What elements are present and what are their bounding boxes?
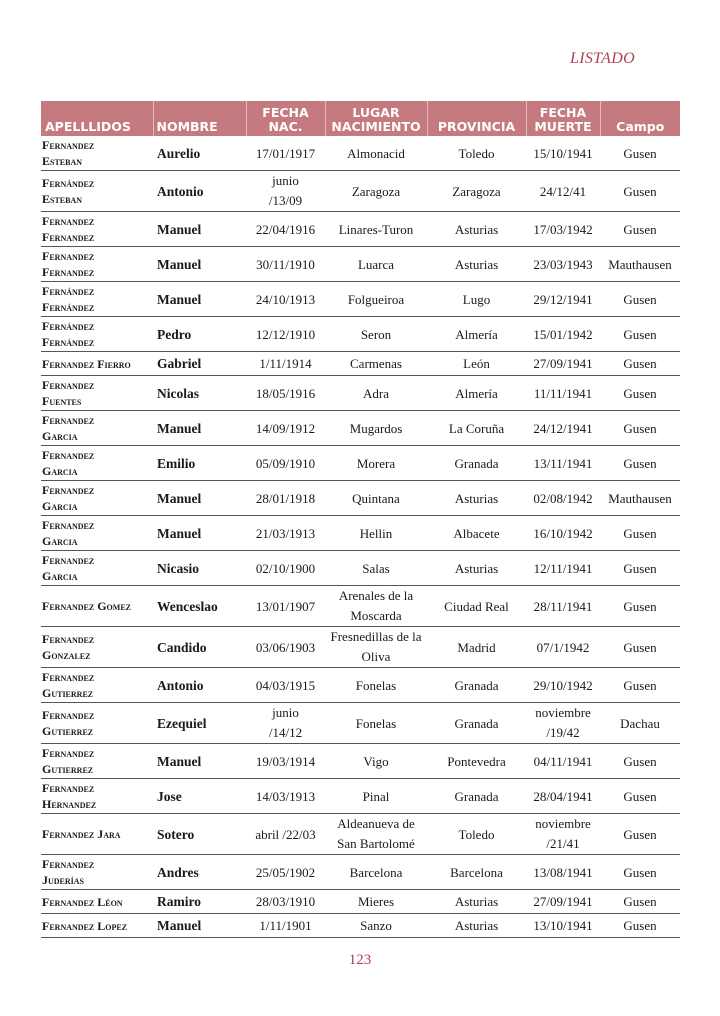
cell-campo: Gusen [600, 212, 680, 247]
cell-fecha-muerte: 17/03/1942 [526, 212, 600, 247]
cell-fecha-nac: 28/03/1910 [246, 890, 325, 914]
column-header-apellidos: APELLLIDOS [41, 101, 153, 136]
cell-nombre: Wenceslao [153, 586, 246, 627]
cell-apellidos: Fernandez Gonzalez [41, 627, 153, 668]
cell-fecha-muerte: 04/11/1941 [526, 744, 600, 779]
cell-lugar: Sanzo [325, 914, 427, 938]
cell-nombre: Pedro [153, 317, 246, 352]
cell-nombre: Emilio [153, 446, 246, 481]
cell-nombre: Manuel [153, 516, 246, 551]
cell-lugar: Aldeanueva de San Bartolomé [325, 814, 427, 855]
cell-fecha-muerte: 12/11/1941 [526, 551, 600, 586]
cell-fecha-nac: junio /13/09 [246, 171, 325, 212]
cell-fecha-muerte: 23/03/1943 [526, 247, 600, 282]
cell-fecha-nac: 13/01/1907 [246, 586, 325, 627]
cell-nombre: Candido [153, 627, 246, 668]
cell-apellidos: Fernandez Gutierrez [41, 744, 153, 779]
cell-provincia: Pontevedra [427, 744, 526, 779]
table-row [41, 586, 680, 627]
running-title: LISTADO [570, 50, 635, 67]
cell-apellidos: Fernandez Esteban [41, 136, 153, 171]
cell-lugar: Adra [325, 376, 427, 411]
cell-apellidos: Fernandez Fuentes [41, 376, 153, 411]
table-header-row [41, 101, 680, 136]
cell-apellidos: Fernandez Léon [41, 890, 153, 914]
table-row [41, 914, 680, 938]
cell-fecha-muerte: 07/1/1942 [526, 627, 600, 668]
table-row [41, 481, 680, 516]
cell-apellidos: Fernandez Gomez [41, 586, 153, 627]
table-row [41, 668, 680, 703]
cell-fecha-nac: 30/11/1910 [246, 247, 325, 282]
cell-campo: Gusen [600, 376, 680, 411]
cell-fecha-muerte: 28/04/1941 [526, 779, 600, 814]
cell-fecha-muerte: 13/11/1941 [526, 446, 600, 481]
cell-nombre: Manuel [153, 411, 246, 446]
cell-provincia: Ciudad Real [427, 586, 526, 627]
cell-nombre: Jose [153, 779, 246, 814]
cell-lugar: Vigo [325, 744, 427, 779]
cell-lugar: Zaragoza [325, 171, 427, 212]
cell-lugar: Fonelas [325, 668, 427, 703]
cell-campo: Mauthausen [600, 481, 680, 516]
cell-campo: Gusen [600, 516, 680, 551]
table-row [41, 282, 680, 317]
cell-provincia: La Coruña [427, 411, 526, 446]
table-row [41, 744, 680, 779]
cell-nombre: Manuel [153, 247, 246, 282]
cell-apellidos: Fernandez Fierro [41, 352, 153, 376]
cell-apellidos: Fernandez Garcia [41, 516, 153, 551]
cell-apellidos: Fernandez Gutierrez [41, 668, 153, 703]
cell-provincia: Asturias [427, 890, 526, 914]
table-row [41, 890, 680, 914]
cell-apellidos: Fernández Esteban [41, 171, 153, 212]
cell-nombre: Antonio [153, 171, 246, 212]
cell-nombre: Ezequiel [153, 703, 246, 744]
column-header-lugar-nacimiento: LUGAR NACIMIENTO [325, 101, 427, 136]
cell-lugar: Salas [325, 551, 427, 586]
cell-fecha-muerte: 16/10/1942 [526, 516, 600, 551]
cell-nombre: Antonio [153, 668, 246, 703]
cell-fecha-nac: 18/05/1916 [246, 376, 325, 411]
table-row [41, 516, 680, 551]
cell-apellidos: Fernández Fernández [41, 317, 153, 352]
cell-nombre: Manuel [153, 212, 246, 247]
table-row [41, 317, 680, 352]
table-row [41, 411, 680, 446]
cell-campo: Gusen [600, 352, 680, 376]
cell-lugar: Fresnedillas de la Oliva [325, 627, 427, 668]
cell-fecha-muerte: 29/12/1941 [526, 282, 600, 317]
cell-provincia: Granada [427, 446, 526, 481]
cell-fecha-muerte: 27/09/1941 [526, 890, 600, 914]
cell-campo: Gusen [600, 855, 680, 890]
table-row [41, 352, 680, 376]
cell-fecha-nac: 12/12/1910 [246, 317, 325, 352]
cell-fecha-nac: 04/03/1915 [246, 668, 325, 703]
cell-lugar: Pinal [325, 779, 427, 814]
cell-apellidos: Fernandez Garcia [41, 551, 153, 586]
cell-apellidos: Fernandez Garcia [41, 481, 153, 516]
cell-nombre: Ramiro [153, 890, 246, 914]
cell-fecha-nac: 1/11/1901 [246, 914, 325, 938]
cell-provincia: Granada [427, 668, 526, 703]
cell-campo: Gusen [600, 317, 680, 352]
cell-lugar: Fonelas [325, 703, 427, 744]
cell-lugar: Luarca [325, 247, 427, 282]
cell-campo: Gusen [600, 890, 680, 914]
cell-provincia: Zaragoza [427, 171, 526, 212]
table-row [41, 551, 680, 586]
table-row [41, 703, 680, 744]
cell-fecha-nac: 21/03/1913 [246, 516, 325, 551]
cell-nombre: Manuel [153, 744, 246, 779]
cell-fecha-muerte: 15/10/1941 [526, 136, 600, 171]
table-row [41, 446, 680, 481]
table-row [41, 814, 680, 855]
cell-provincia: Granada [427, 703, 526, 744]
cell-fecha-muerte: 29/10/1942 [526, 668, 600, 703]
cell-fecha-muerte: 24/12/41 [526, 171, 600, 212]
table-row [41, 855, 680, 890]
cell-fecha-nac: 1/11/1914 [246, 352, 325, 376]
cell-campo: Gusen [600, 779, 680, 814]
cell-nombre: Nicasio [153, 551, 246, 586]
table-row [41, 171, 680, 212]
column-header-nombre: NOMBRE [153, 101, 246, 136]
cell-provincia: Granada [427, 779, 526, 814]
cell-nombre: Manuel [153, 914, 246, 938]
cell-apellidos: Fernandez Fernandez [41, 247, 153, 282]
cell-provincia: Barcelona [427, 855, 526, 890]
cell-campo: Gusen [600, 171, 680, 212]
cell-provincia: Almería [427, 317, 526, 352]
deportees-table [41, 101, 680, 938]
cell-campo: Gusen [600, 668, 680, 703]
cell-campo: Gusen [600, 744, 680, 779]
cell-nombre: Andres [153, 855, 246, 890]
cell-fecha-muerte: 13/08/1941 [526, 855, 600, 890]
cell-campo: Gusen [600, 282, 680, 317]
cell-fecha-muerte: 28/11/1941 [526, 586, 600, 627]
cell-fecha-nac: 17/01/1917 [246, 136, 325, 171]
cell-lugar: Folgueiroa [325, 282, 427, 317]
table-row [41, 627, 680, 668]
cell-lugar: Quintana [325, 481, 427, 516]
cell-fecha-muerte: 13/10/1941 [526, 914, 600, 938]
cell-lugar: Arenales de la Moscarda [325, 586, 427, 627]
cell-lugar: Seron [325, 317, 427, 352]
cell-lugar: Linares-Turon [325, 212, 427, 247]
column-header-campo: Campo [600, 101, 680, 136]
cell-campo: Gusen [600, 136, 680, 171]
cell-nombre: Manuel [153, 282, 246, 317]
cell-provincia: Asturias [427, 247, 526, 282]
table-row [41, 212, 680, 247]
cell-fecha-muerte: 27/09/1941 [526, 352, 600, 376]
cell-lugar: Mugardos [325, 411, 427, 446]
cell-campo: Gusen [600, 627, 680, 668]
cell-fecha-nac: 19/03/1914 [246, 744, 325, 779]
cell-lugar: Morera [325, 446, 427, 481]
cell-apellidos: Fernandez Fernandez [41, 212, 153, 247]
column-header-fecha-nac: FECHA NAC. [246, 101, 325, 136]
cell-provincia: Albacete [427, 516, 526, 551]
cell-lugar: Mieres [325, 890, 427, 914]
cell-nombre: Nicolas [153, 376, 246, 411]
cell-apellidos: Fernandez Gutierrez [41, 703, 153, 744]
cell-nombre: Sotero [153, 814, 246, 855]
table-row [41, 136, 680, 171]
cell-fecha-nac: 14/09/1912 [246, 411, 325, 446]
cell-provincia: Asturias [427, 212, 526, 247]
cell-campo: Gusen [600, 446, 680, 481]
cell-apellidos: Fernandez Lopez [41, 914, 153, 938]
table-row [41, 376, 680, 411]
cell-apellidos: Fernandez Garcia [41, 446, 153, 481]
cell-fecha-nac: 24/10/1913 [246, 282, 325, 317]
cell-fecha-nac: 28/01/1918 [246, 481, 325, 516]
column-header-provincia: PROVINCIA [427, 101, 526, 136]
cell-provincia: Almería [427, 376, 526, 411]
cell-apellidos: Fernandez Juderías [41, 855, 153, 890]
cell-provincia: Toledo [427, 136, 526, 171]
cell-lugar: Carmenas [325, 352, 427, 376]
cell-fecha-nac: 02/10/1900 [246, 551, 325, 586]
cell-fecha-nac: 22/04/1916 [246, 212, 325, 247]
cell-provincia: Toledo [427, 814, 526, 855]
cell-apellidos: Fernandez Jara [41, 814, 153, 855]
cell-provincia: Madrid [427, 627, 526, 668]
cell-provincia: Asturias [427, 914, 526, 938]
cell-campo: Gusen [600, 814, 680, 855]
column-header-fecha-muerte: FECHA MUERTE [526, 101, 600, 136]
cell-fecha-muerte: 15/01/1942 [526, 317, 600, 352]
cell-provincia: Asturias [427, 551, 526, 586]
cell-apellidos: Fernandez Hernandez [41, 779, 153, 814]
cell-lugar: Almonacid [325, 136, 427, 171]
cell-lugar: Barcelona [325, 855, 427, 890]
cell-nombre: Gabriel [153, 352, 246, 376]
cell-fecha-nac: 25/05/1902 [246, 855, 325, 890]
cell-fecha-muerte: 11/11/1941 [526, 376, 600, 411]
cell-fecha-nac: junio /14/12 [246, 703, 325, 744]
cell-nombre: Manuel [153, 481, 246, 516]
cell-fecha-nac: 03/06/1903 [246, 627, 325, 668]
cell-lugar: Hellin [325, 516, 427, 551]
cell-fecha-muerte: 24/12/1941 [526, 411, 600, 446]
cell-provincia: León [427, 352, 526, 376]
cell-provincia: Lugo [427, 282, 526, 317]
table-row [41, 247, 680, 282]
cell-fecha-muerte: 02/08/1942 [526, 481, 600, 516]
cell-campo: Gusen [600, 586, 680, 627]
cell-apellidos: Fernández Fernández [41, 282, 153, 317]
table-body [41, 136, 680, 938]
cell-campo: Mauthausen [600, 247, 680, 282]
cell-apellidos: Fernandez Garcia [41, 411, 153, 446]
cell-campo: Gusen [600, 411, 680, 446]
cell-fecha-nac: 05/09/1910 [246, 446, 325, 481]
page-number: 123 [348, 952, 372, 968]
cell-fecha-muerte: noviembre /21/41 [526, 814, 600, 855]
cell-campo: Dachau [600, 703, 680, 744]
cell-provincia: Asturias [427, 481, 526, 516]
cell-nombre: Aurelio [153, 136, 246, 171]
cell-campo: Gusen [600, 551, 680, 586]
cell-fecha-nac: abril /22/03 [246, 814, 325, 855]
cell-fecha-muerte: noviembre /19/42 [526, 703, 600, 744]
cell-fecha-nac: 14/03/1913 [246, 779, 325, 814]
cell-campo: Gusen [600, 914, 680, 938]
table-row [41, 779, 680, 814]
